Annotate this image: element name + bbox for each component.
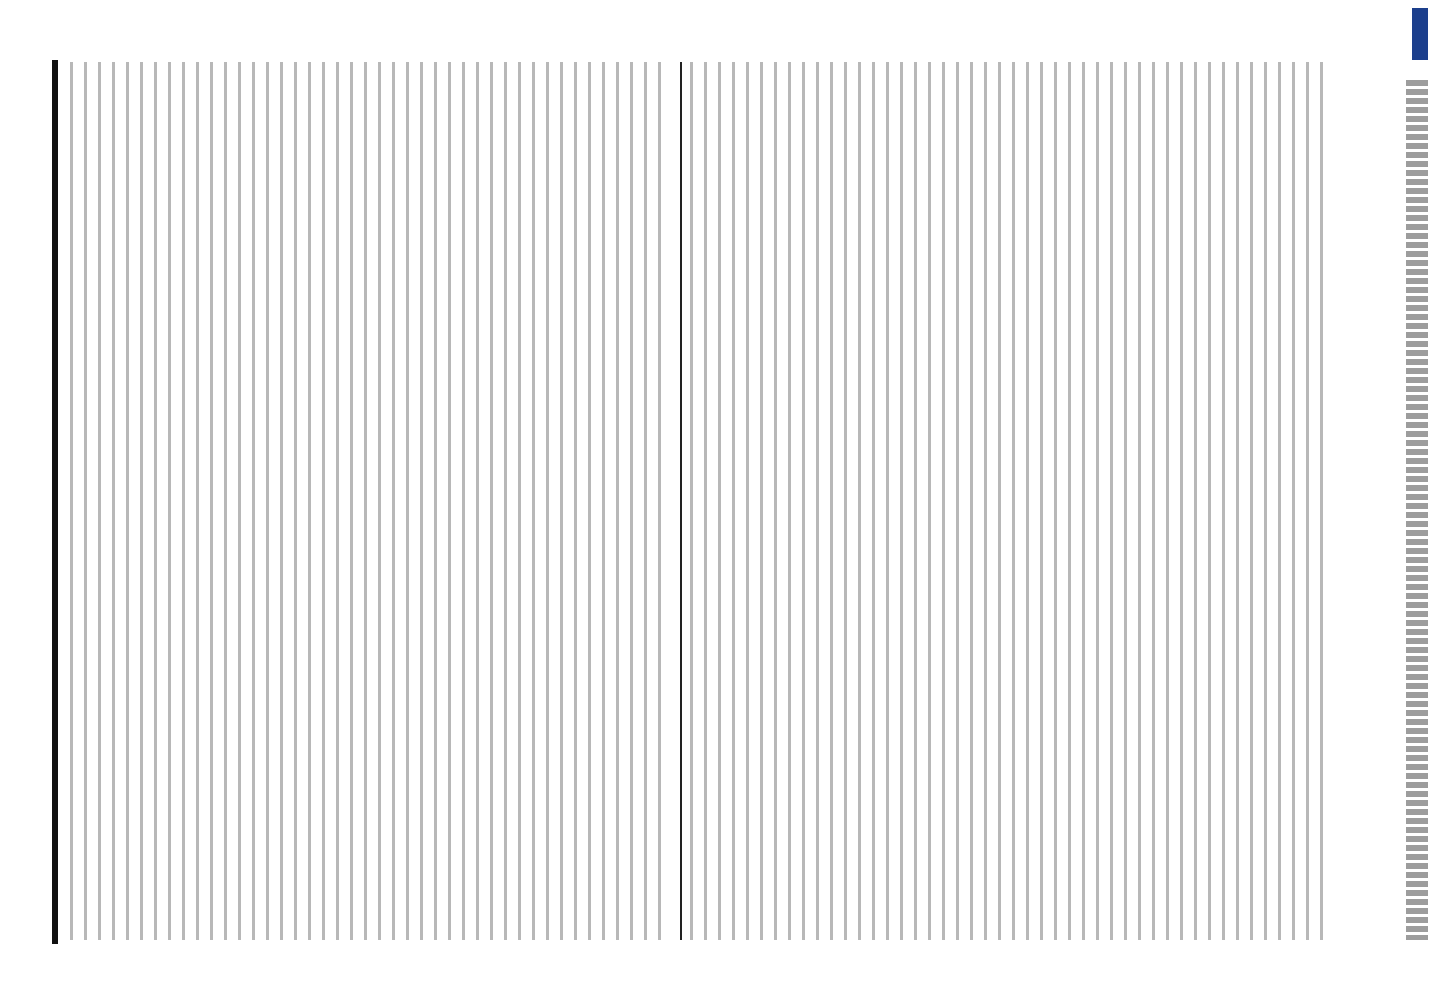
- dfg-logo: [1412, 8, 1428, 60]
- text-column-left: [70, 62, 670, 940]
- text-column-right: [690, 62, 1330, 940]
- digitization-note: [1406, 80, 1428, 940]
- column-divider: [680, 62, 682, 940]
- header-rule: [52, 60, 58, 944]
